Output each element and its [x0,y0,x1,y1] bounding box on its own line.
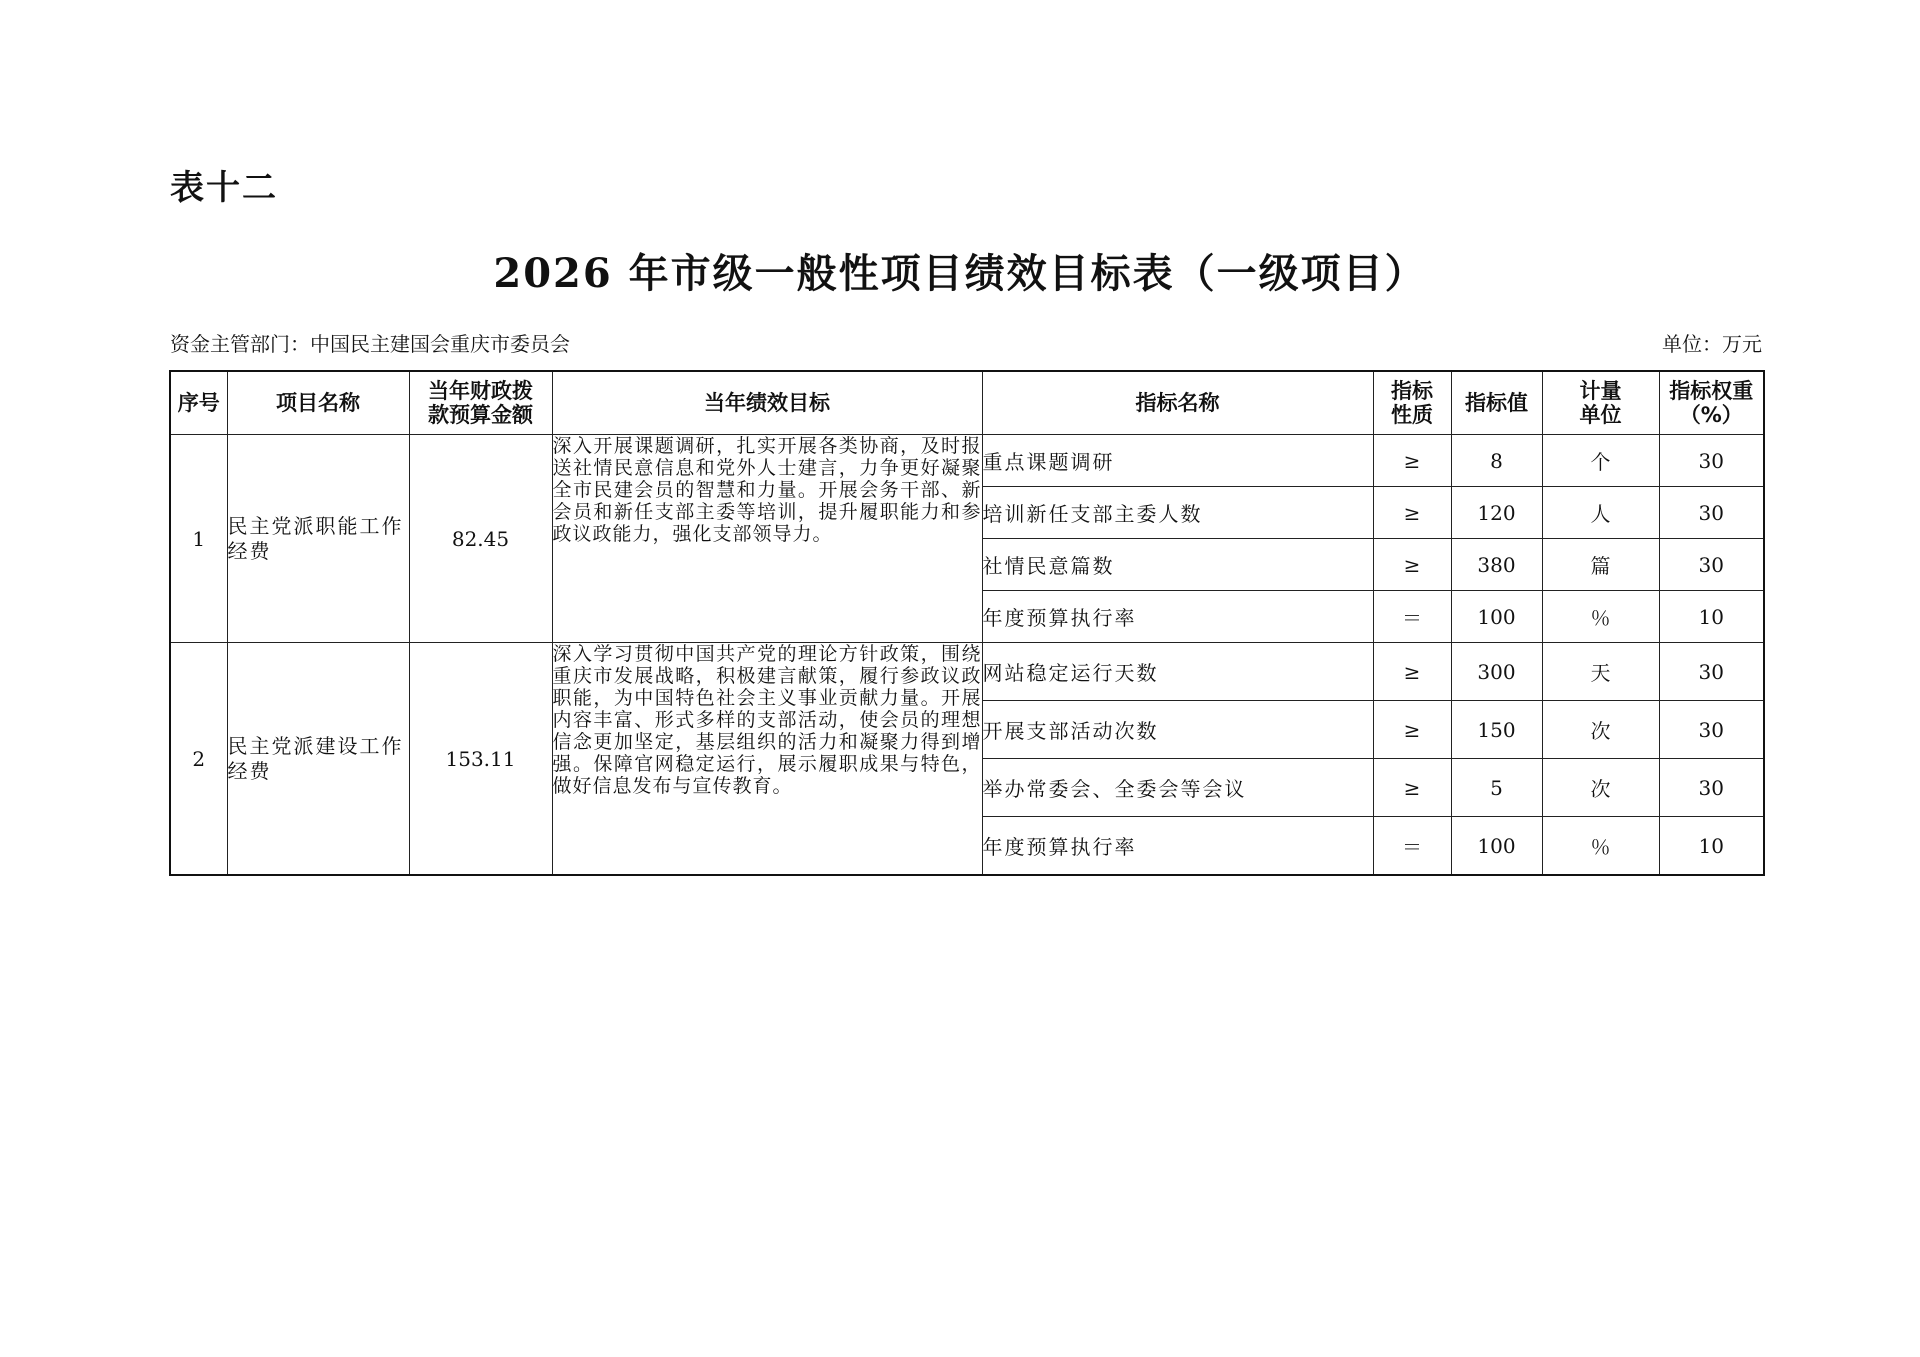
meta-row [170,328,1762,357]
header-weight-line1: 指标权重 [1669,379,1754,403]
department-label: 资金主管部门：中国民主建国会重庆市委员会 [170,332,570,356]
indicator-name: 培训新任支部主委人数 [982,487,1373,539]
header-value: 指标值 [1451,371,1542,435]
performance-table [169,370,1765,876]
project-name: 民主党派建设工作经费 [227,643,409,876]
indicator-weight: 10 [1659,591,1764,643]
header-nature-line1: 指标 [1391,379,1433,403]
indicator-weight: 10 [1659,817,1764,876]
header-nature-line2: 性质 [1391,403,1433,427]
indicator-unit: 次 [1542,759,1659,817]
indicator-unit: 个 [1542,435,1659,487]
indicator-name: 开展支部活动次数 [982,701,1373,759]
indicator-value: 300 [1451,643,1542,701]
header-weight [1659,371,1764,435]
header-unit-line2: 单位 [1579,403,1622,427]
indicator-value: 8 [1451,435,1542,487]
indicator-value: 100 [1451,817,1542,876]
indicator-name: 社情民意篇数 [982,539,1373,591]
header-budget-line2: 款预算金额 [428,403,533,427]
header-nature [1373,371,1451,435]
indicator-value: 120 [1451,487,1542,539]
header-seq: 序号 [170,371,227,435]
project-goal: 深入开展课题调研，扎实开展各类协商，及时报送社情民意信息和党外人士建言，力争更好凝聚全市民建会员的智慧和力量。开展会务干部、新会员和新任支部主委等培训，提升履职能力和参政议政能力，强化支部领导力。 [552,435,982,643]
indicator-weight: 30 [1659,539,1764,591]
indicator-nature: ≥ [1373,435,1451,487]
indicator-unit: 人 [1542,487,1659,539]
indicator-weight: 30 [1659,643,1764,701]
header-project-name: 项目名称 [227,371,409,435]
project-seq: 2 [170,643,227,876]
indicator-name: 网站稳定运行天数 [982,643,1373,701]
indicator-unit: ％ [1542,817,1659,876]
header-row [170,371,1764,435]
table-row [170,643,1764,701]
header-weight-line2: （%） [1679,403,1743,427]
project-name: 民主党派职能工作经费 [227,435,409,643]
project-goal: 深入学习贯彻中国共产党的理论方针政策，围绕重庆市发展战略，积极建言献策，履行参政议政职能，为中国特色社会主义事业贡献力量。开展内容丰富、形式多样的支部活动，使会员的理想信念更加坚定，基层组织的活力和凝聚力得到增强。保障官网稳定运行，展示履职成果与特色，做好信息发布与宣传教育。 [552,643,982,876]
header-goal: 当年绩效目标 [552,371,982,435]
indicator-unit: 天 [1542,643,1659,701]
header-unit [1542,371,1659,435]
indicator-value: 150 [1451,701,1542,759]
table-row [170,435,1764,487]
indicator-unit: ％ [1542,591,1659,643]
document-title: 2026 年市级一般性项目绩效目标表（一级项目） [493,250,1427,297]
header-budget-line1: 当年财政拨 [428,379,533,403]
project-budget: 153.11 [409,643,552,876]
indicator-value: 380 [1451,539,1542,591]
indicator-unit: 次 [1542,701,1659,759]
header-indicator-name: 指标名称 [982,371,1373,435]
indicator-nature: ≥ [1373,643,1451,701]
unit-label: 单位：万元 [1662,332,1762,356]
indicator-nature: ≥ [1373,701,1451,759]
table-label: 表十二 [170,168,278,208]
indicator-name: 重点课题调研 [982,435,1373,487]
indicator-weight: 30 [1659,487,1764,539]
indicator-nature: ≥ [1373,759,1451,817]
indicator-weight: 30 [1659,435,1764,487]
header-unit-line1: 计量 [1579,379,1622,403]
indicator-nature: ＝ [1373,591,1451,643]
project-seq: 1 [170,435,227,643]
project-budget: 82.45 [409,435,552,643]
indicator-name: 年度预算执行率 [982,591,1373,643]
indicator-unit: 篇 [1542,539,1659,591]
indicator-value: 5 [1451,759,1542,817]
indicator-name: 年度预算执行率 [982,817,1373,876]
indicator-weight: 30 [1659,759,1764,817]
indicator-nature: ＝ [1373,817,1451,876]
indicator-name: 举办常委会、全委会等会议 [982,759,1373,817]
indicator-value: 100 [1451,591,1542,643]
indicator-nature: ≥ [1373,539,1451,591]
indicator-nature: ≥ [1373,487,1451,539]
indicator-weight: 30 [1659,701,1764,759]
header-budget [409,371,552,435]
